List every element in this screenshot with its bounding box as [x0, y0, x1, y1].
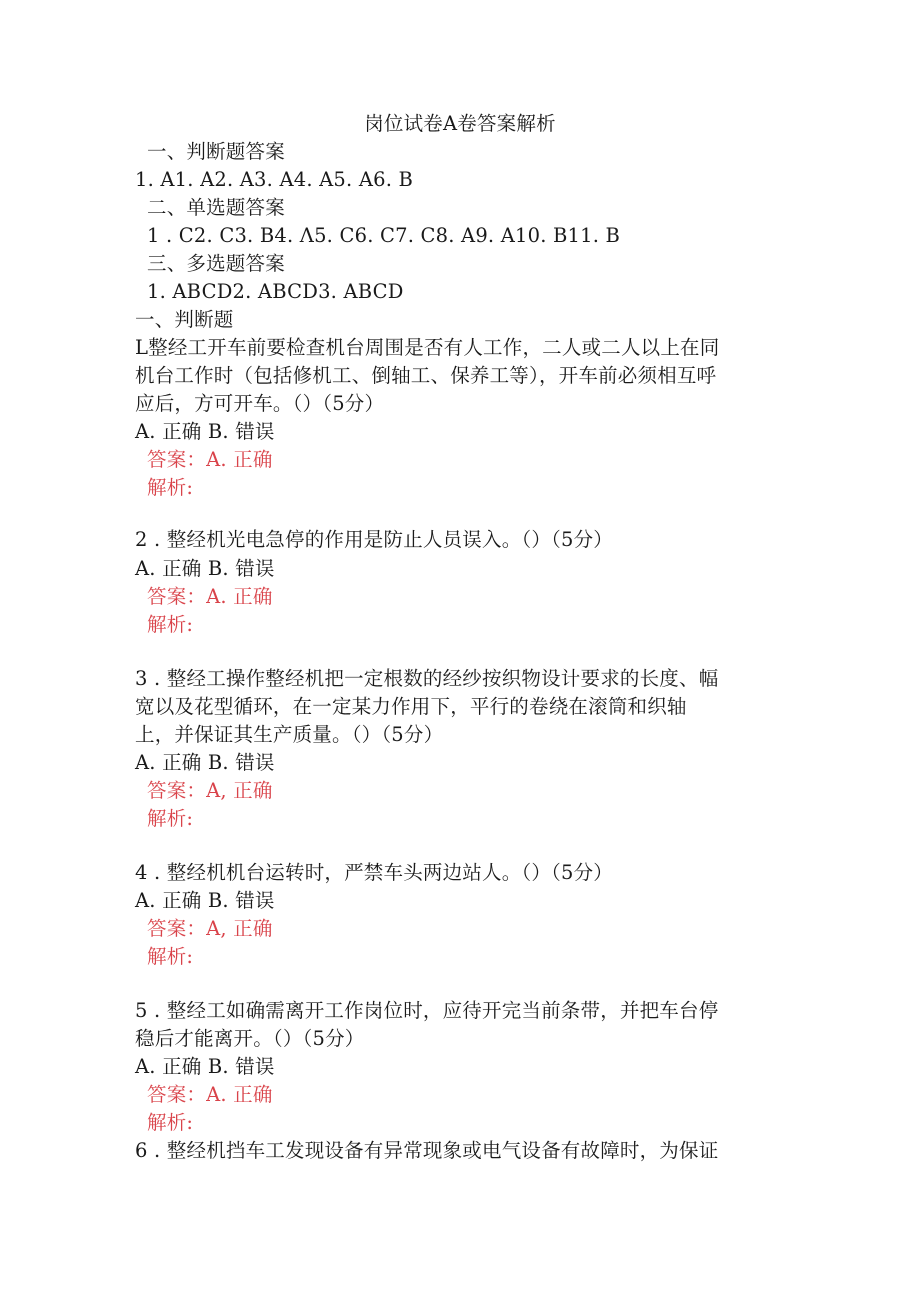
question-5-analysis: 解析:	[147, 1111, 194, 1134]
question-1-line-2: 机台工作时（包括修机工、倒轴工、保养工等），开车前必须相互呼	[135, 364, 717, 387]
question-2-analysis: 解析:	[147, 613, 194, 636]
question-3-answer: 答案：A, 正确	[147, 779, 273, 802]
question-3-line-1: 3 . 整经工操作整经机把一定根数的经纱按织物设计要求的长度、幅	[135, 667, 719, 690]
question-1-answer: 答案：A. 正确	[147, 448, 273, 471]
tf-answer-list: 1. A1. A2. A3. A4. A5. A6. B	[135, 168, 414, 191]
question-6-line-1: 6 . 整经机挡车工发现设备有异常现象或电气设备有故障时，为保证	[135, 1139, 719, 1162]
multi-answer-heading: 三、多选题答案	[147, 252, 285, 275]
question-5-options: A. 正确 B. 错误	[135, 1055, 275, 1078]
question-1-line-3: 应后，方可开车。（）（5分）	[135, 392, 385, 415]
single-answer-heading: 二、单选题答案	[147, 196, 285, 219]
question-1-line-1: L整经工开车前要检查机台周围是否有人工作，二人或二人以上在同	[135, 336, 720, 359]
question-4-analysis: 解析:	[147, 945, 194, 968]
question-1-analysis: 解析:	[147, 476, 194, 499]
question-2-options: A. 正确 B. 错误	[135, 557, 275, 580]
question-2-answer: 答案：A. 正确	[147, 585, 273, 608]
question-3-options: A. 正确 B. 错误	[135, 751, 275, 774]
question-4-options: A. 正确 B. 错误	[135, 889, 275, 912]
multi-answer-list: 1. ABCD2. ABCD3. ABCD	[147, 280, 404, 303]
question-3-line-3: 上，并保证其生产质量。（）（5分）	[135, 723, 444, 746]
question-2-line-1: 2 . 整经机光电急停的作用是防止人员误入。（）（5分）	[135, 528, 614, 551]
question-4-answer: 答案：A, 正确	[147, 917, 273, 940]
question-5-line-2: 稳后才能离开。（）（5分）	[135, 1027, 365, 1050]
question-1-options: A. 正确 B. 错误	[135, 420, 275, 443]
question-5-answer: 答案：A. 正确	[147, 1083, 273, 1106]
tf-answer-heading: 一、判断题答案	[147, 140, 285, 163]
question-5-line-1: 5 . 整经工如确需离开工作岗位时，应待开完当前条带，并把车台停	[135, 999, 719, 1022]
page-title: 岗位试卷A卷答案解析	[364, 112, 556, 135]
section-heading-true-false: 一、判断题	[135, 308, 234, 331]
question-3-line-2: 宽以及花型循环，在一定某力作用下，平行的卷绕在滚筒和织轴	[135, 695, 687, 718]
question-4-line-1: 4 . 整经机机台运转时，严禁车头两边站人。（）（5分）	[135, 861, 614, 884]
question-3-analysis: 解析:	[147, 807, 194, 830]
single-answer-list: 1 . C2. C3. B4. Λ5. C6. C7. C8. A9. A10. B11. B	[147, 224, 621, 247]
